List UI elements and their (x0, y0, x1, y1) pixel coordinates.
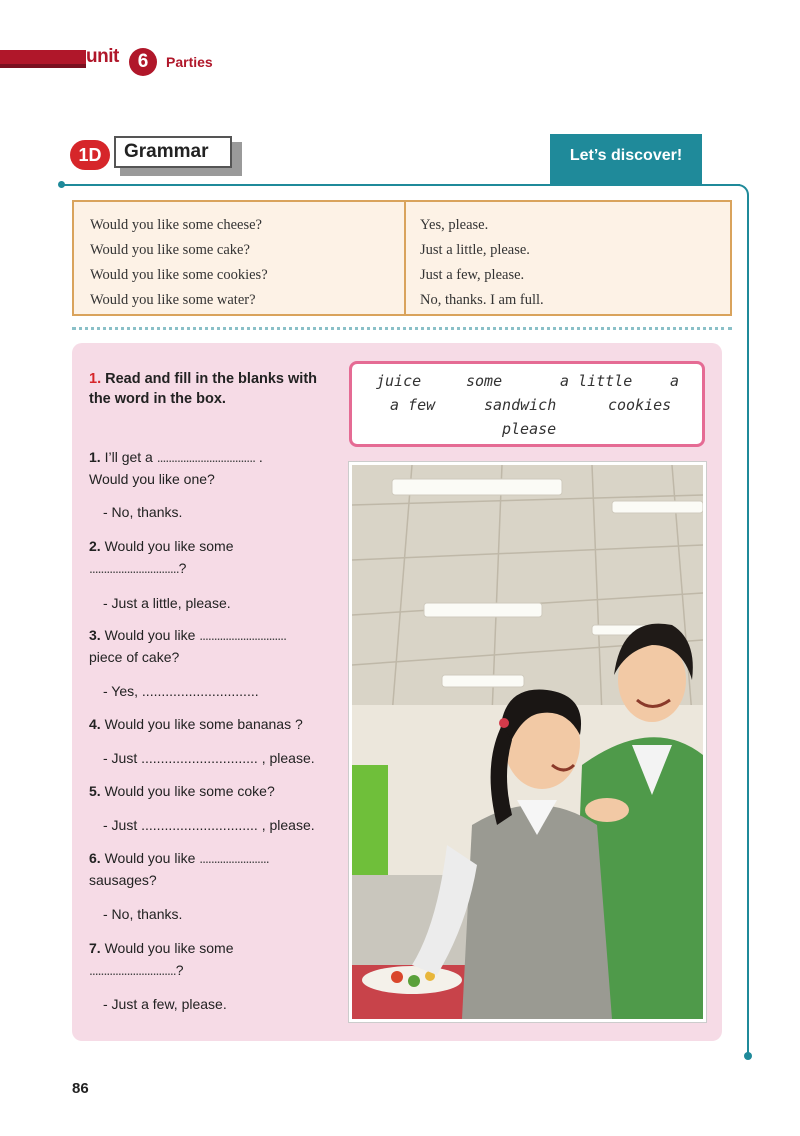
grammar-table-divider (404, 202, 406, 314)
item-number: 4. (89, 716, 101, 732)
item-number: 5. (89, 783, 101, 799)
teal-rule-dot-left (58, 181, 65, 188)
fill-blank[interactable]: .................................. (156, 449, 255, 465)
fill-blank[interactable]: .............................. (141, 750, 258, 766)
item-text: . (254, 449, 263, 465)
teal-rule-vertical (747, 196, 749, 1054)
item-answer-text: - Just (103, 750, 142, 766)
unit-label: unit (86, 46, 119, 67)
exercise-instruction (89, 369, 319, 409)
grammar-answer: Just a little, please. (420, 242, 530, 258)
grammar-answer: Yes, please. (420, 217, 489, 233)
teal-rule (62, 184, 740, 186)
grammar-question: Would you like some cookies? (90, 267, 268, 283)
item-text: ? (175, 962, 184, 978)
exercise-item-7 (89, 937, 234, 981)
word-box-word: juice (376, 372, 422, 390)
item-answer-text: , please. (257, 817, 315, 833)
item-text: sausages? (89, 872, 157, 888)
word-box-word: please (502, 420, 557, 438)
exercise-item-1 (89, 446, 263, 490)
item-answer: - Just a few, please. (103, 996, 227, 1012)
item-answer-text: - Just (103, 817, 142, 833)
item-answer (103, 814, 315, 836)
item-number: 7. (89, 940, 101, 956)
grammar-question: Would you like some cake? (90, 242, 250, 258)
item-text: ? (178, 560, 187, 576)
cafeteria-illustration (352, 465, 703, 1019)
grammar-question: Would you like some cheese? (90, 217, 262, 233)
teal-rule-dot-bottom (744, 1052, 752, 1060)
item-text: Would you like one? (89, 471, 215, 487)
grammar-questions (90, 214, 268, 314)
grammar-answer: Just a few, please. (420, 267, 525, 283)
page-number: 86 (72, 1080, 89, 1097)
dotted-divider (72, 327, 732, 330)
section-badge: 1D (70, 140, 110, 170)
word-box-word: a little (560, 372, 633, 390)
item-answer: - Just a little, please. (103, 595, 231, 611)
item-text: Would you like some bananas ? (104, 716, 303, 732)
item-text: Would you like some (104, 940, 234, 956)
word-box-word: a few (390, 396, 436, 414)
word-box-word: cookies (608, 396, 672, 414)
item-answer (103, 747, 315, 769)
grammar-answer: No, thanks. I am full. (420, 292, 544, 308)
item-number: 1. (89, 449, 101, 465)
unit-number-badge: 6 (129, 48, 157, 76)
item-number: 6. (89, 850, 101, 866)
cafeteria-photo (349, 462, 706, 1022)
word-box-word: some (466, 372, 503, 390)
item-text: I’ll get a (104, 449, 157, 465)
fill-blank[interactable]: .............................. (141, 683, 259, 699)
item-answer-text: , please. (257, 750, 315, 766)
unit-bar (0, 50, 86, 64)
section-title: Grammar (114, 136, 232, 168)
item-text: Would you like (104, 850, 200, 866)
grammar-answers (420, 214, 544, 314)
item-text: Would you like (104, 627, 200, 643)
exercise-number: 1. (89, 371, 102, 387)
exercise-item-3 (89, 624, 286, 668)
item-answer-text: - Yes, (103, 683, 142, 699)
exercise-instruction-text: Read and fill in the blanks with the word in the box. (89, 371, 318, 407)
item-number: 3. (89, 627, 101, 643)
word-box-word: a (670, 372, 680, 390)
fill-blank[interactable]: .............................. (89, 962, 176, 978)
fill-blank[interactable]: ........................ (199, 850, 269, 866)
exercise-item-2 (89, 535, 234, 579)
grammar-table (72, 200, 732, 316)
item-answer: - No, thanks. (103, 906, 183, 922)
lets-discover-tab: Let’s discover! (550, 134, 702, 184)
item-text: Would you like some (104, 538, 234, 554)
item-answer (103, 680, 259, 702)
unit-bar-shadow (0, 64, 86, 68)
item-text: Would you like some coke? (104, 783, 275, 799)
item-answer: - No, thanks. (103, 504, 183, 520)
fill-blank[interactable]: .............................. (141, 817, 258, 833)
fill-blank[interactable]: ............................... (89, 560, 179, 576)
word-box (349, 361, 705, 447)
unit-title: Parties (166, 54, 213, 70)
word-box-word: sandwich (484, 396, 557, 414)
exercise-item-5 (89, 780, 275, 802)
exercise-item-4 (89, 713, 303, 735)
item-text: piece of cake? (89, 649, 180, 665)
exercise-item-6 (89, 847, 269, 891)
fill-blank[interactable]: .............................. (199, 627, 286, 643)
item-number: 2. (89, 538, 101, 554)
grammar-question: Would you like some water? (90, 292, 256, 308)
